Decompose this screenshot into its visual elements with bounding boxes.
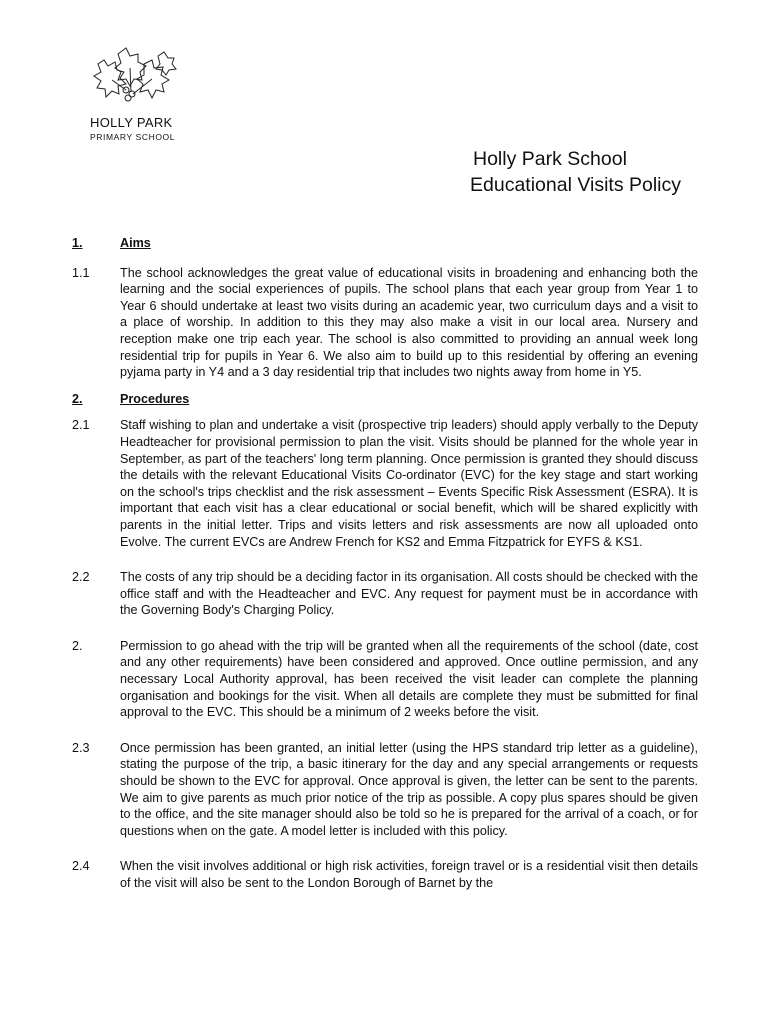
paragraph-number: 2.2: [72, 570, 90, 585]
title-policy-name: Educational Visits Policy: [470, 174, 681, 196]
policy-paragraph: [72, 417, 698, 550]
policy-paragraph: [72, 638, 698, 721]
paragraph-number: 2.4: [72, 859, 90, 874]
policy-paragraph: [72, 740, 698, 840]
section-title: Procedures: [120, 391, 190, 406]
document-title: [470, 146, 681, 198]
policy-body: [72, 235, 698, 892]
paragraph-text: The school acknowledges the great value of educational visits in broadening and enhancing both the learning and the social experiences of pupils. The school plans that each year group from Year 1 to Year 6 should undertake at least two visits during an academic year, two curriculum days and a visit to a place of worship. In addition to this they may also make a visit in our local area. Nursery and reception make one trip each year. The school is also committed to providing an annual week long residential trip for pupils in Year 6. We also aim to build up to this residential by offering an evening pyjama party in Y4 and a 3 day residential trip that includes two nights away from home in Y5.: [120, 265, 698, 380]
paragraph-number: 1.1: [72, 265, 90, 280]
paragraph-text: Staff wishing to plan and undertake a visit (prospective trip leaders) should apply verbally to the Deputy Headteacher for provisional permission to plan the visit. Visits should be planned for the whole year in September, as part of the teachers' long term planning. Once permission is granted they should discuss the details with the relevant Educational Visits Co-ordinator (EVC) for the key stage and start working on the school's trips checklist and the risk assessment – Events Specific Risk Assessment (ESRA). It is important that each visit has a clear educational or social benefit, which will be shared explicitly with parents in the initial letter. Trips and visits letters and risk assessments are now all uploaded onto Evolve. The current EVCs are Andrew French for KS2 and Emma Fitzpatrick for EYFS & KS1.: [120, 418, 698, 549]
paragraph-number: 2.3: [72, 740, 90, 755]
section-number: 2.: [72, 391, 83, 406]
paragraph-number: 2.1: [72, 418, 90, 433]
paragraph-text: The costs of any trip should be a deciding factor in its organisation. All costs should be checked with the office staff and with the Headteacher and EVC. Any request for payment must be in accordance with the Governing Body's Charging Policy.: [120, 570, 698, 618]
section-title: Aims: [120, 236, 151, 250]
school-logo-subtitle: PRIMARY SCHOOL: [90, 132, 176, 142]
title-school-name: Holly Park School: [473, 148, 627, 170]
policy-paragraph: [72, 569, 698, 619]
paragraph-text: When the visit involves additional or high risk activities, foreign travel or is a residential visit then details of the visit will also be sent to the London Borough of Barnet by the: [120, 859, 698, 890]
section-number: 1.: [72, 236, 83, 250]
paragraph-text: Once permission has been granted, an initial letter (using the HPS standard trip letter as a guideline), stating the purpose of the trip, a basic itinerary for the day and any special arrangements or requests should be shown to the EVC for approval. Once approval is given, the letter can be sent to the parents. We aim to give parents as much prior notice of the trip as possible. A copy plus spares should be given to the office, and the site manager should also be told so he is prepared for the arrival of a coach, or for questions when on the gate. A model letter is included with this policy.: [120, 740, 698, 838]
paragraph-text: Permission to go ahead with the trip will be granted when all the requirements of the school (date, cost and any other requirements) have been considered and approved. Once outline permission, and any necessary Local Authority approval, has been received the visit leader can complete the planning organisation and bookings for the visit. When all details are complete they must be submitted for final approval to the EVC. This should be a minimum of 2 weeks before the visit.: [120, 638, 698, 720]
paragraph-number: 2.: [72, 638, 83, 653]
holly-leaves-icon: [88, 42, 188, 114]
policy-paragraph: [72, 858, 698, 891]
section-heading: [72, 235, 698, 252]
section-heading: [72, 391, 698, 408]
school-logo-name: HOLLY PARK: [90, 115, 173, 130]
school-logo: [88, 42, 188, 152]
policy-paragraph: [72, 265, 698, 381]
